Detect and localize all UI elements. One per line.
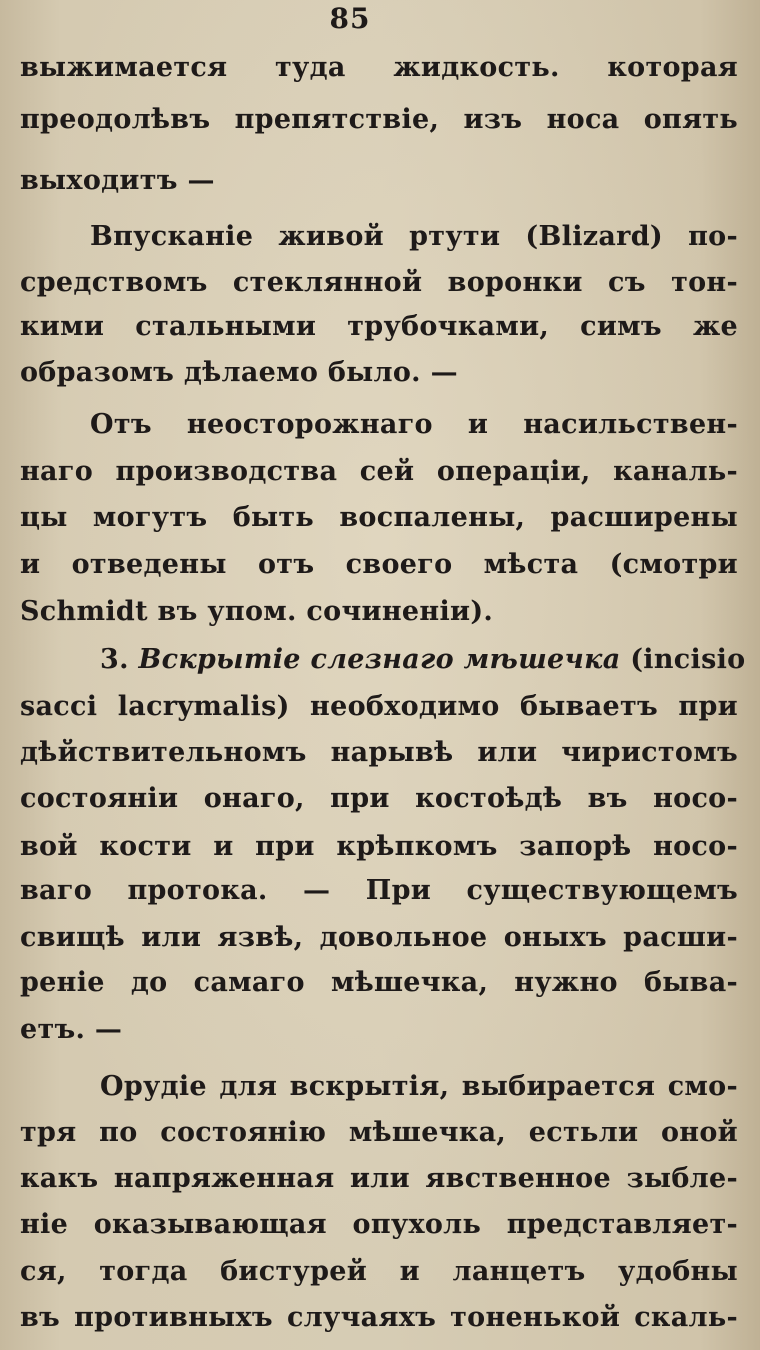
text-line [20,733,738,773]
text-run: какъ напряженная или явственное зыбле- [20,1163,738,1194]
text-run: въ противныхъ случаяхъ тоненькой скаль- [20,1302,738,1333]
page-number: 85 [329,2,371,35]
text-run: состояніи онаго, при костоѣдѣ въ носо- [20,783,738,814]
text-line [20,871,738,911]
text-line [20,1205,738,1245]
text-run: свищѣ или язвѣ, довольное оныхъ расши- [20,922,738,953]
text-run: наго производства сей операціи, каналь- [20,456,738,487]
text-line [20,452,738,492]
text-line [100,1067,738,1107]
text-line [20,1010,738,1050]
text-run: ніе оказывающая опухоль представляет- [20,1209,738,1240]
text-run: Орудіе для вскрытія, выбирается смо- [100,1071,738,1102]
text-line [20,48,738,88]
text-line [20,100,738,140]
text-run: (incisio [620,644,746,675]
text-line [20,307,738,347]
text-run: реніе до самаго мѣшечка, нужно быва- [20,967,738,998]
text-run: 3. [100,644,139,675]
text-run: ся, тогда бистурей и ланцетъ удобны [20,1256,738,1287]
text-run: образомъ дѣлаемо было. — [20,357,458,388]
text-run: вой кости и при крѣпкомъ запорѣ носо- [20,831,738,862]
text-run: выжимается туда жидкость. которая [20,52,738,83]
text-line [20,263,738,303]
text-line [20,963,738,1003]
text-line [20,1298,738,1338]
text-run: преодолѣвъ препятствіе, изъ носа опять [20,104,738,135]
text-line [20,1113,738,1153]
text-line [20,353,738,393]
text-line [20,687,738,727]
text-line [20,592,738,632]
italic-heading-run: Вскрытіе слезнаго мѣшечка [138,644,621,675]
text-run: дѣйствительномъ нарывѣ или чиристомъ [20,737,738,768]
text-run: средствомъ стеклянной воронки съ тон- [20,267,738,298]
text-run: Schmidt въ упом. сочиненіи). [20,596,494,627]
text-run: Впусканіе живой ртути (Blizard) по- [90,221,738,252]
text-run: и отведены отъ своего мѣста (смотри [20,549,738,580]
text-line [20,161,738,201]
text-line [20,498,738,538]
text-run: етъ. — [20,1014,123,1045]
text-line [90,405,738,445]
text-run: Отъ неосторожнаго и насильствен- [90,409,738,440]
text-line [90,217,738,257]
text-line [20,1159,738,1199]
text-run: цы могутъ быть воспалены, расширены [20,502,738,533]
text-run: ваго протока. — При существующемъ [20,875,738,906]
text-line [20,545,738,585]
text-run: тря по состоянію мѣшечка, естьли оной [20,1117,738,1148]
text-run: кими стальными трубочками, симъ же [20,311,738,342]
text-line [20,779,738,819]
text-line [20,918,738,958]
text-line [100,640,746,680]
text-line [20,1252,738,1292]
text-run: sacci lacrymalis) необходимо бываетъ при [20,691,738,722]
text-line [20,827,738,867]
text-run: выходитъ — [20,165,215,196]
